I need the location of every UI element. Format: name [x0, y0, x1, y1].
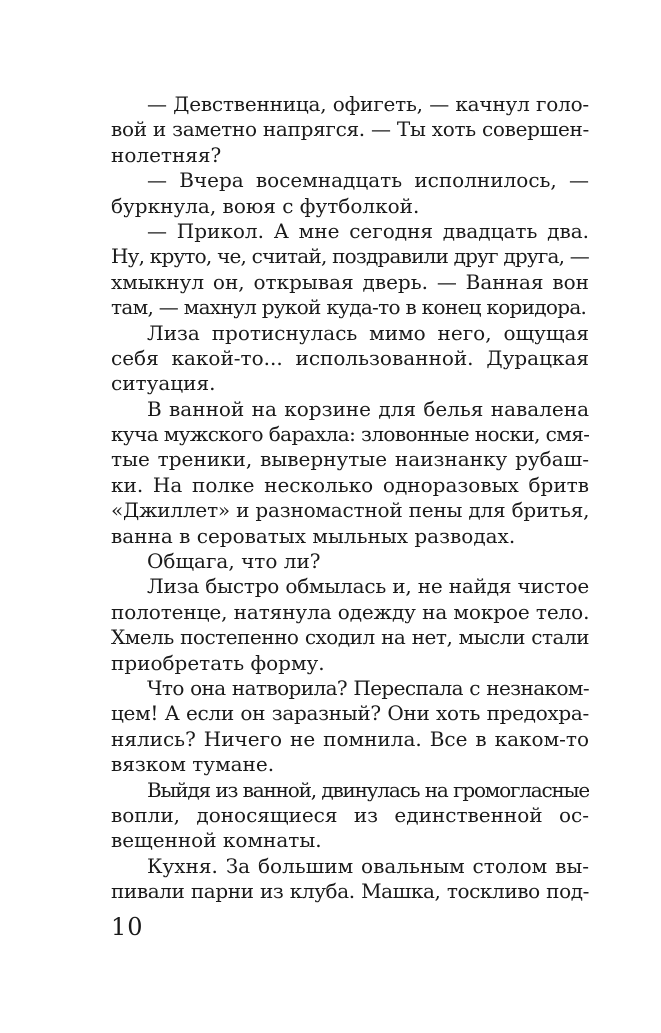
text-line: Что она натворила? Переспала с незнаком- [147, 675, 589, 700]
text-line: «Джиллет» и разномастной пены для бритья, [111, 498, 589, 523]
text-line: В ванной на корзине для белья навалена [147, 396, 589, 421]
text-line: хмыкнул он, открывая дверь. — Ванная вон [111, 269, 589, 294]
text-line: ки. На полке несколько одноразовых бритв [111, 472, 589, 497]
text-line: — Прикол. А мне сегодня двадцать два. [147, 218, 589, 243]
text-line: нолетняя? [111, 142, 222, 167]
text-line: пивали парни из клуба. Машка, тоскливо под- [111, 879, 589, 904]
text-line: вещенной комнаты. [111, 828, 322, 853]
text-line: Лиза быстро обмылась и, не найдя чистое [147, 574, 589, 599]
text-line: — Вчера восемнадцать исполнилось, — [147, 168, 589, 193]
text-line: Ну, круто, че, считай, поздравили друг друга, — [111, 244, 589, 269]
text-line: Лиза протиснулась мимо него, ощущая [147, 320, 589, 345]
text-line: себя какой-то... использованной. Дурацкая [111, 345, 589, 370]
text-line: ванна в сероватых мыльных разводах. [111, 523, 516, 548]
text-line: куча мужского барахла: зловонные носки, смя- [111, 422, 589, 447]
text-line: вопли, доносящиеся из единственной ос- [111, 802, 589, 827]
page-number: 10 [111, 913, 144, 941]
text-line: — Девственница, офигеть, — качнул голо- [147, 92, 589, 116]
text-line: вязком тумане. [111, 752, 275, 777]
text-line: нялись? Ничего не помнила. Все в каком-то [111, 726, 589, 751]
text-line: там, — махнул рукой куда-то в конец коридора. [111, 295, 587, 320]
text-line: полотенце, натянула одежду на мокрое тело. [111, 599, 589, 624]
text-line: Выйдя из ванной, двинулась на громогласные [147, 777, 589, 802]
text-line: буркнула, воюя с футболкой. [111, 193, 420, 218]
page-body-text [111, 92, 589, 905]
text-line: Общага, что ли? [147, 549, 321, 574]
text-line: Кухня. За большим овальным столом вы- [147, 853, 589, 878]
text-line: вой и заметно напрягся. — Ты хоть совершен- [111, 117, 589, 142]
text-line: Хмель постепенно сходил на нет, мысли стали [111, 625, 589, 650]
text-line: ситуация. [111, 371, 216, 396]
text-line: приобретать форму. [111, 650, 325, 675]
text-line: тые треники, вывернутые наизнанку рубаш- [111, 447, 589, 472]
text-line: цем! А если он заразный? Они хоть предохра- [111, 701, 589, 726]
